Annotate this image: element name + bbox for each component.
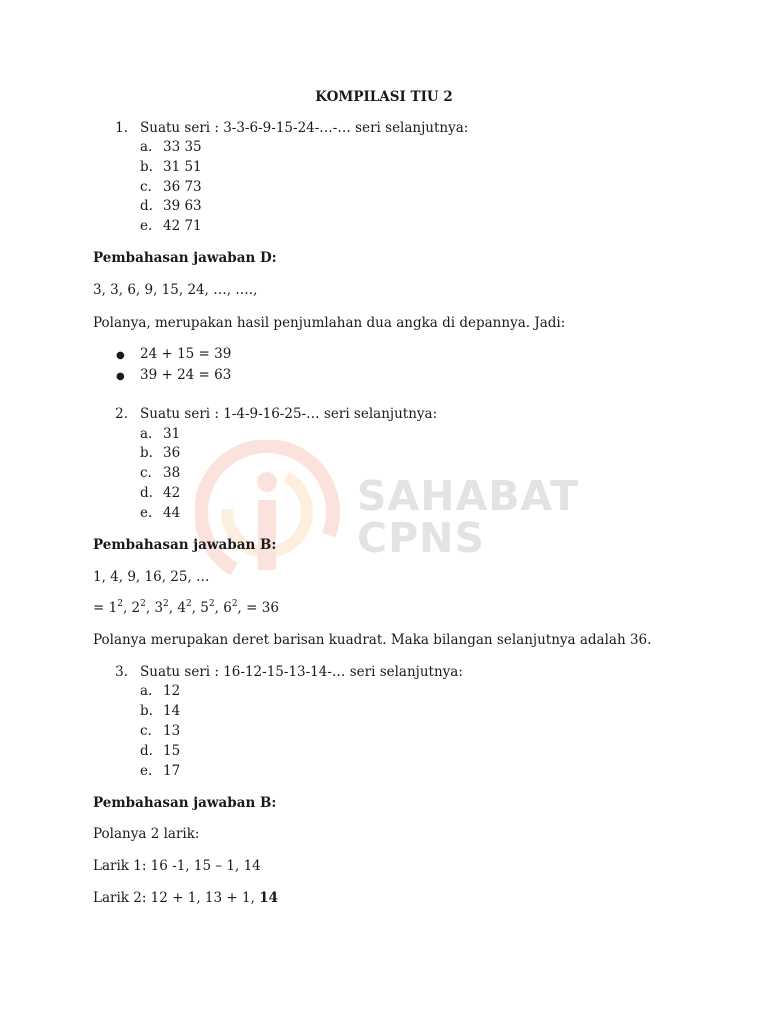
option-letter: b. (140, 159, 153, 175)
bullet-text: 24 + 15 = 39 (140, 346, 232, 362)
option-letter: a. (140, 426, 153, 442)
option-value: 13 (163, 723, 181, 739)
option-letter: a. (140, 139, 153, 155)
pattern-text: Polanya, merupakan hasil penjumlahan dua angka di depannya. Jadi: (93, 315, 566, 331)
square-exponent: 2 (163, 599, 169, 609)
option-letter: d. (140, 485, 153, 501)
option-letter: e. (140, 218, 153, 234)
square-base: 6 (223, 600, 232, 616)
squares-suffix: , = 36 (237, 600, 279, 616)
option-value: 14 (163, 703, 181, 719)
option-letter: e. (140, 505, 153, 521)
option-value: 42 71 (163, 218, 202, 234)
option-value: 36 (163, 445, 181, 461)
document-title: KOMPILASI TIU 2 (315, 89, 453, 105)
sahabat-cpns-watermark-logo (195, 440, 585, 590)
larik-1-text: Larik 1: 16 -1, 15 – 1, 14 (93, 858, 261, 874)
option-letter: b. (140, 703, 153, 719)
square-base: 5 (200, 600, 209, 616)
question-number: 3. (115, 664, 128, 680)
larik-2-prefix: Larik 2: 12 + 1, 13 + 1, (93, 890, 260, 906)
option-value: 33 35 (163, 139, 202, 155)
square-base: 2 (131, 600, 141, 616)
option-value: 42 (163, 485, 181, 501)
question-text: Suatu seri : 3-3-6-9-15-24-…-… seri selanjutnya: (140, 120, 469, 136)
square-base: 3 (154, 600, 164, 616)
watermark-line1: SAHABAT (357, 472, 580, 520)
option-letter: d. (140, 743, 153, 759)
question-text: Suatu seri : 1-4-9-16-25-… seri selanjutnya: (140, 406, 438, 422)
pattern-text: Polanya 2 larik: (93, 826, 200, 842)
square-exponent: 2 (208, 599, 215, 609)
option-letter: c. (140, 179, 152, 195)
option-value: 12 (163, 683, 181, 699)
bullet-text: 39 + 24 = 63 (140, 367, 232, 383)
option-value: 38 (163, 465, 181, 481)
square-exponent: 2 (117, 599, 123, 609)
series-text: 1, 4, 9, 16, 25, … (93, 569, 210, 585)
series-text: 3, 3, 6, 9, 15, 24, …, …., (93, 282, 258, 298)
option-value: 15 (163, 743, 181, 759)
option-value: 31 51 (163, 159, 202, 175)
logo-emblem-icon (195, 440, 357, 590)
squares-prefix: = (93, 600, 109, 616)
option-value: 36 73 (163, 179, 202, 195)
pattern-text: Polanya merupakan deret barisan kuadrat. Maka bilangan selanjutnya adalah 36. (93, 632, 652, 648)
square-exponent: 2 (140, 599, 146, 609)
option-value: 44 (163, 505, 181, 521)
answer-heading: Pembahasan jawaban D: (93, 250, 277, 266)
option-letter: a. (140, 683, 153, 699)
larik-2-answer: 14 (259, 890, 278, 906)
option-letter: b. (140, 445, 153, 461)
question-number: 1. (115, 120, 128, 136)
squares-expression: = $1^2$, $2^2$, $3^2$, $4^2$, $5^2$, $6^2$, = 36 (93, 599, 279, 616)
square-base: 1 (108, 600, 118, 616)
square-base: 4 (177, 600, 186, 616)
option-letter: d. (140, 198, 153, 214)
square-exponent: 2 (185, 599, 192, 609)
bullet-icon: ● (116, 371, 125, 382)
option-value: 17 (163, 763, 181, 779)
answer-heading: Pembahasan jawaban B: (93, 537, 277, 553)
option-letter: c. (140, 465, 152, 481)
question-number: 2. (115, 406, 128, 422)
option-value: 31 (163, 426, 181, 442)
option-letter: e. (140, 763, 153, 779)
question-text: Suatu seri : 16-12-15-13-14-… seri selanjutnya: (140, 664, 463, 680)
watermark-line2: CPNS (357, 514, 485, 562)
answer-heading: Pembahasan jawaban B: (93, 795, 277, 811)
larik-2-text (93, 892, 278, 906)
square-exponent: 2 (231, 599, 238, 609)
option-letter: c. (140, 723, 152, 739)
option-value: 39 63 (163, 198, 202, 214)
bullet-icon: ● (116, 350, 125, 361)
